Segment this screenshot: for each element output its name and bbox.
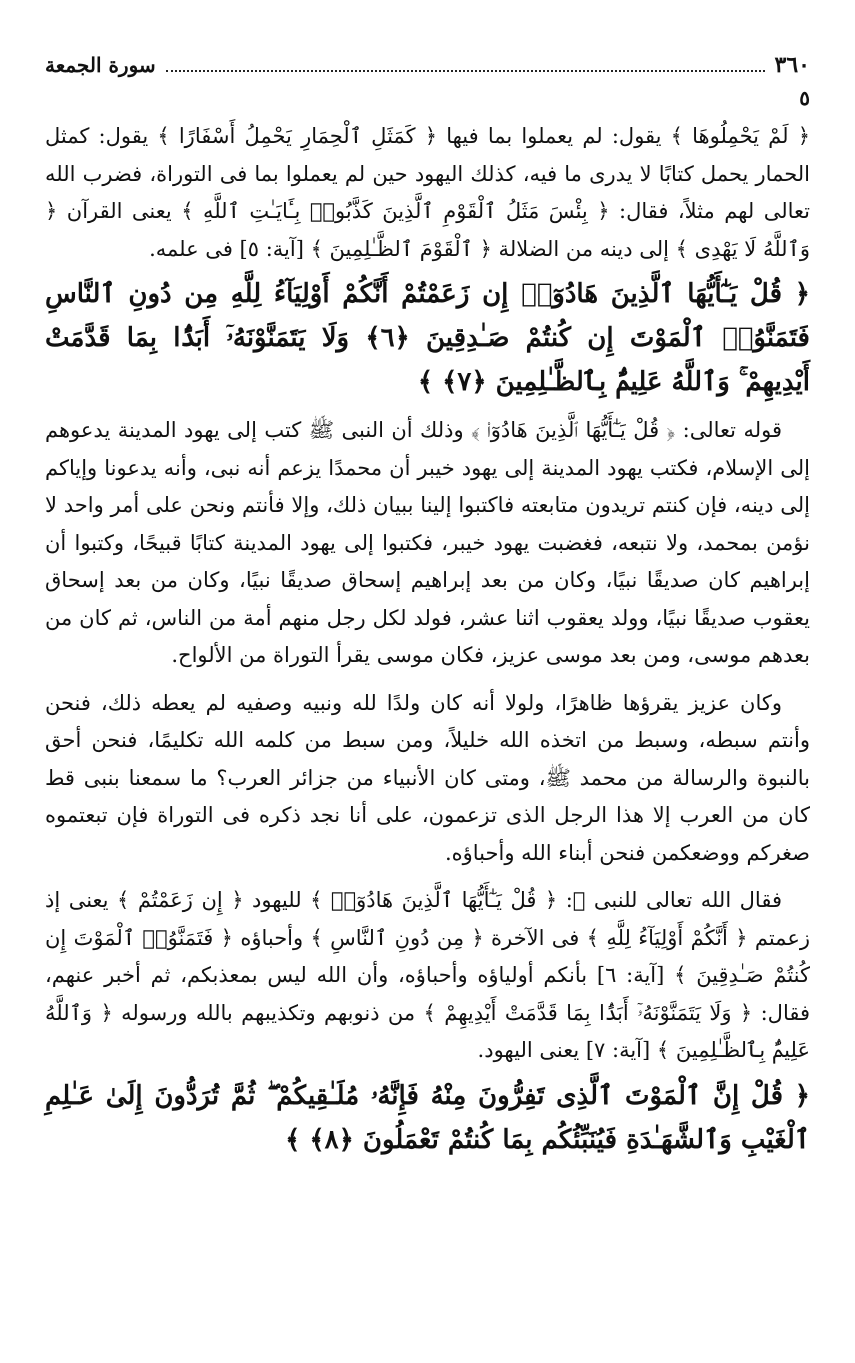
commentary-paragraph: وكان عزيز يقرؤها ظاهرًا، ولولا أنه كان ولدًا لله ونبيه وصفيه لم يعطه ذلك، فنحن وأنتم سبطه، وسبط من اتخذه الله خليلاً، ومن سبط من كلمه الله تكليمًا، فنحن أحق بالنبوة والرسالة من محمد ﷺ، ومتى كان الأنبياء من جزائر العرب؟ ما سمعنا بنبى قط كان من العرب إلا هذا الرجل الذى تزعمون، على أنا نجد ذكره فى التوراة فإن تبعتموه صغركم ووضعكمن فنحن أبناء الله وأحباؤه. (45, 690, 810, 865)
commentary-paragraph: ﴿ لَمْ يَحْمِلُوهَا ﴾ يقول: لم يعملوا بما فيها ﴿ كَمَثَلِ ٱلْحِمَارِ يَحْمِلُ أَسْفَارًا ﴾ يقول: كمثل الحمار يحمل كتابًا لا يدرى ما فيه، كذلك اليهود حين لم يعملوا بما فى التوراة، فضرب الله تعالى لهم مثلاً، فقال: ﴿ بِئْسَ مَثَلُ ٱلْقَوْمِ ٱلَّذِينَ كَذَّبُوا۟ بِـَٔايَـٰتِ ٱللَّهِ ﴾ يعنى القرآن ﴿ وَٱللَّهُ لَا يَهْدِى ﴾ إلى دينه من الضلالة ﴿ ٱلْقَوْمَ ٱلظَّـٰلِمِينَ ﴾ [آية: ٥] فى علمه. (45, 124, 810, 261)
header-dotted-leader (166, 70, 765, 72)
commentary-paragraph: قوله تعالى: ﴿ قُلْ يَـٰٓأَيُّهَا ٱلَّذِينَ هَادُوٓا۟ ﴾ وذلك أن النبى ﷺ كتب إلى يهود المدينة يدعوهم إلى الإسلام، فكتب يهود المدينة إلى يهود خيبر أن محمدًا يزعم أنه نبى، وأنه يدعونا وإياكم إلى دينه، فإن كنتم تريدون متابعته فاكتبوا إلينا ببيان ذلك، وإلا فأنتم ونحن على أمر واحد لا نؤمن بمحمد، ولا نتبعه، فغضبت يهود خيبر، فكتبوا إلى يهود المدينة كتابًا قبيحًا، وكتبوا أن إبراهيم كان صديقًا نبيًا، وكان من بعد إبراهيم إسحاق صديقًا نبيًا، وكان من بعد إسحاق يعقوب صديقًا نبيًا، وولد يعقوب اثنا عشر، فولد لكل رجل منهم أمة من الناس، ثم كان من بعدهم موسى، ومن بعد موسى عزيز، فكان موسى يقرأ التوراة من الألواح. (45, 418, 810, 667)
surah-title: سورة الجمعة (45, 53, 156, 77)
commentary-paragraph: فقال الله تعالى للنبى ﷺ: ﴿ قُلْ يَـٰٓأَيُّهَا ٱلَّذِينَ هَادُوٓا۟ ﴾ لليهود ﴿ إِن زَعَمْتُمْ ﴾ يعنى إذ زعمتم ﴿ أَنَّكُمْ أَوْلِيَآءُ لِلَّهِ ﴾ فى الآخرة ﴿ مِن دُونِ ٱلنَّاسِ ﴾ وأحباؤه ﴿ فَتَمَنَّوُا۟ ٱلْمَوْتَ إِن كُنتُمْ صَـٰدِقِينَ ﴾ [آية: ٦] بأنكم أولياؤه وأحباؤه، وأن الله ليس بمعذبكم، ثم أخبر عنهم، فقال: ﴿ وَلَا يَتَمَنَّوْنَهُۥٓ أَبَدًۢا بِمَا قَدَّمَتْ أَيْدِيهِمْ ﴾ من ذنوبهم وتكذيبهم بالله ورسوله ﴿ وَٱللَّهُ عَلِيمٌۢ بِٱلظَّـٰلِمِينَ ﴾ [آية: ٧] يعنى اليهود. (45, 888, 811, 1062)
paragraph-gap (45, 675, 810, 685)
page-number: ٣٦٠ (774, 52, 810, 78)
quran-verse-block: ﴿ قُلْ يَـٰٓأَيُّهَا ٱلَّذِينَ هَادُوٓا۟ إِن زَعَمْتُمْ أَنَّكُمْ أَوْلِيَآءُ لِلَّهِ مِن دُونِ ٱلنَّاسِ فَتَمَنَّوُا۟ ٱلْمَوْتَ إِن كُنتُمْ صَـٰدِقِينَ ﴿٦﴾ وَلَا يَتَمَنَّوْنَهُۥٓ أَبَدًۢا بِمَا قَدَّمَتْ أَيْدِيهِمْ ۚ وَٱللَّهُ عَلِيمٌۢ بِٱلظَّـٰلِمِينَ ﴿٧﴾ ﴾ (45, 279, 810, 397)
page-header (45, 52, 810, 78)
quran-verse-block: ﴿ قُلْ إِنَّ ٱلْمَوْتَ ٱلَّذِى تَفِرُّونَ مِنْهُ فَإِنَّهُۥ مُلَـٰقِيكُمْ ۖ ثُمَّ تُرَدُّونَ إِلَىٰ عَـٰلِمِ ٱلْغَيْبِ وَٱلشَّهَـٰدَةِ فَيُنَبِّئُكُم بِمَا كُنتُمْ تَعْمَلُونَ ﴿٨﴾ ﴾ (45, 1080, 810, 1155)
paragraph-gap (45, 872, 810, 882)
margin-mark: ٥ (799, 86, 810, 110)
